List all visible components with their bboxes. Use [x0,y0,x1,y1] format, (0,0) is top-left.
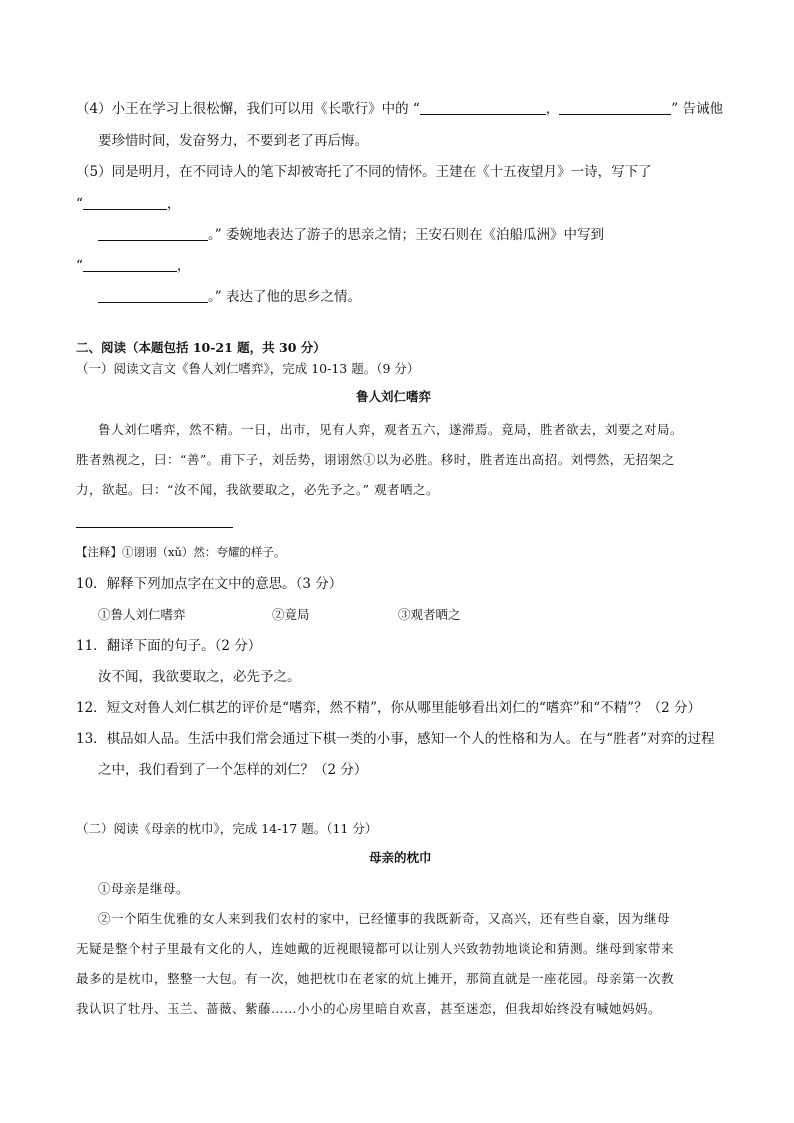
q12-prompt: 12．短文对鲁人刘仁棋艺的评价是“嗜弈，然不精”，你从哪里能够看出刘仁的“嗜弈”和“不精”？（2 分） [76,700,701,716]
q13-line2: 之中，我们看到了一个怎样的刘仁？（2 分） [98,762,368,778]
q4-line2: 要珍惜时间，发奋努力，不要到老了再后悔。 [98,133,368,149]
q5-blank-4[interactable] [98,288,208,303]
q5-line3: 。” 委婉地表达了游子的思亲之情；王安石则在《泊船瓜洲》中写到 [98,225,604,245]
p2-line-4: 我认识了牡丹、玉兰、蔷薇、紫藤……小小的心房里暗自欢喜，甚至迷恋，但我却始终没有喊她妈妈。 [76,1001,662,1016]
passage-line-2: 胜者熟视之，曰：“善”。甫下子，刘岳势，诩诩然①以为必胜。移时，胜者连出高招。刘愕然，无招架之 [76,452,675,467]
part1-title: 鲁人刘仁嗜弈 [356,389,432,404]
q10-item-2: ②竟局 [272,607,310,622]
q11-sentence: 汝不闻，我欲要取之，必先予之。 [98,669,301,685]
passage-line-3: 力，欲起。曰：“汝不闻，我欲要取之，必先予之。” 观者哂之。 [76,482,440,497]
q4-blank-1[interactable] [420,100,546,115]
part2-title: 母亲的枕巾 [369,850,432,865]
q5-line2: “ ， [76,196,181,212]
section2-heading: 二、阅读（本题包括 10-21 题，共 30 分） [76,340,326,355]
q5-blank-3[interactable] [83,257,177,272]
q11-prompt: 11．翻译下面的句子。（2 分） [76,638,262,654]
p2-line-2: 无疑是整个村子里最有文化的人，连她戴的近视眼镜都可以让别人兴致勃勃地谈论和猜测。继母到家带来 [76,941,675,956]
p2-line-1: ②一个陌生优雅的女人来到我们农村的家中，已经懂事的我既新奇，又高兴，还有些自豪，因为继母 [98,911,671,926]
part1-intro: （一）阅读文言文《鲁人刘仁嗜弈》，完成 10-13 题。（9 分） [76,361,420,376]
q5-line1: （5）同是明月，在不同诗人的笔下却被寄托了不同的情怀。王建在《十五夜望月》一诗，写下了 [76,164,652,180]
q10-prompt: 10．解释下列加点字在文中的意思。（3 分） [76,576,343,592]
p2-line-3: 最多的是枕巾，整整一大包。有一次，她把枕巾在老家的炕上摊开，那简直就是一座花园。母亲第一次教 [76,971,675,986]
q4-blank-2[interactable] [559,100,671,115]
q10-item-3: ③观者哂之 [398,607,461,622]
q13-line1: 13．棋品如人品。生活中我们常会通过下棋一类的小事，感知一个人的性格和为人。在与“胜者”对弈的过程 [76,731,715,747]
q5-blank-1[interactable] [83,195,167,210]
part2-intro: （二）阅读《母亲的枕巾》，完成 14-17 题。（11 分） [76,821,378,836]
q5-line4: “ ， [76,258,191,274]
passage-line-1: 鲁人刘仁嗜弈，然不精。一日，出市，见有人弈，观者五六，遂滞焉。竟局，胜者欲去，刘要之对局。 [98,422,684,437]
q10-item-1: ①鲁人刘仁嗜弈 [98,607,186,622]
passage-note: 【注释】①诩诩（xǔ）然：夸耀的样子。 [76,545,286,559]
q5-line5: 。” 表达了他的思乡之情。 [98,287,361,307]
note-divider [76,527,233,528]
p1-line: ①母亲是继母。 [98,881,190,896]
q4-line1: （4）小王在学习上很松懈，我们可以用《长歌行》中的 “ ， ” 告诫他 [76,101,723,117]
q5-blank-2[interactable] [98,226,208,241]
